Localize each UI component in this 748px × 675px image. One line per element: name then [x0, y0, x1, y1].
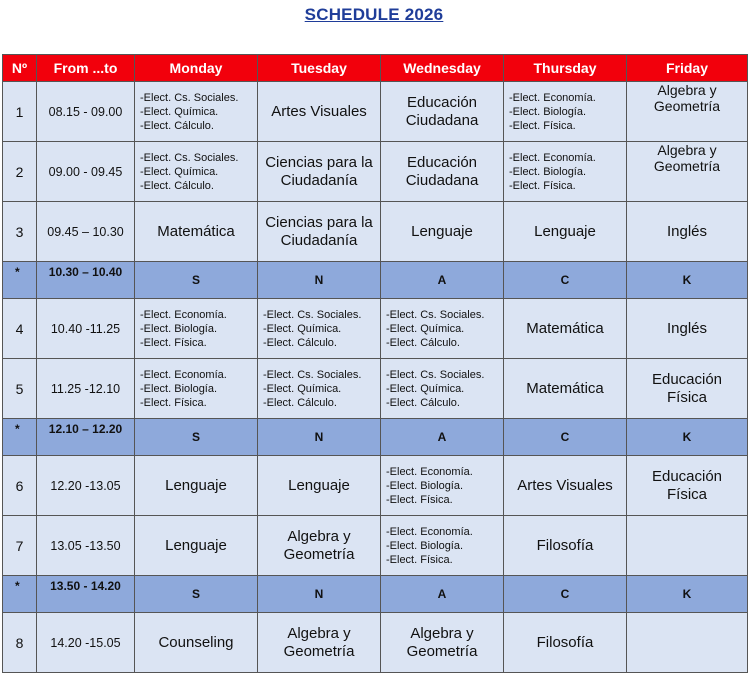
wednesday-cell — [381, 299, 504, 359]
subject-option: -Elect. Química. — [140, 165, 219, 178]
header-row — [3, 55, 748, 82]
subject-option: -Elect. Economía. — [386, 525, 473, 538]
friday-cell — [627, 359, 748, 419]
subject-name: Educación Física — [651, 467, 723, 503]
period-row — [3, 299, 748, 359]
break-letter: S — [135, 262, 258, 299]
subject-option: -Elect. Cs. Sociales. — [263, 368, 362, 381]
monday-cell — [135, 142, 258, 202]
row-number: 7 — [3, 516, 37, 576]
wednesday-cell — [381, 359, 504, 419]
header-friday: Friday — [627, 55, 748, 82]
row-number: 2 — [3, 142, 37, 202]
monday-cell — [135, 613, 258, 673]
subject-option: -Elect. Cálculo. — [386, 336, 460, 349]
row-number: 1 — [3, 82, 37, 142]
subject-name: Ciencias para la Ciudadanía — [265, 153, 373, 189]
subject-name: Lenguaje — [534, 222, 596, 240]
period-row — [3, 613, 748, 673]
friday-cell — [627, 299, 748, 359]
header-number: Nº — [3, 55, 37, 82]
header-thursday: Thursday — [504, 55, 627, 82]
subject-option: -Elect. Economía. — [386, 465, 473, 478]
subject-name: Lenguaje — [165, 476, 227, 494]
header-monday: Monday — [135, 55, 258, 82]
monday-cell — [135, 456, 258, 516]
subject-name: Ciencias para la Ciudadanía — [265, 213, 373, 249]
subject-option: -Elect. Física. — [386, 553, 453, 566]
time-range: 13.50 - 14.20 — [37, 576, 135, 613]
time-range: 12.20 -13.05 — [37, 456, 135, 516]
tuesday-cell — [258, 456, 381, 516]
subject-option: -Elect. Economía. — [509, 151, 596, 164]
subject-name: Algebra y Geometría — [653, 82, 721, 114]
subject-name: Educación Ciudadana — [405, 93, 479, 129]
row-number: 8 — [3, 613, 37, 673]
time-range: 14.20 -15.05 — [37, 613, 135, 673]
subject-option: -Elect. Cálculo. — [140, 119, 214, 132]
subject-name: Algebra y Geometría — [406, 624, 478, 660]
break-letter: K — [627, 419, 748, 456]
subject-name: Lenguaje — [411, 222, 473, 240]
thursday-cell — [504, 516, 627, 576]
time-range: 09.45 – 10.30 — [37, 202, 135, 262]
subject-option: -Elect. Economía. — [509, 91, 596, 104]
period-row — [3, 82, 748, 142]
subject-option: -Elect. Química. — [386, 322, 465, 335]
wednesday-cell — [381, 142, 504, 202]
tuesday-cell — [258, 82, 381, 142]
subject-name: Filosofía — [536, 633, 594, 651]
subject-option: -Elect. Economía. — [140, 308, 227, 321]
row-number: 3 — [3, 202, 37, 262]
break-letter: K — [627, 576, 748, 613]
subject-option: -Elect. Física. — [509, 119, 576, 132]
subject-option: -Elect. Química. — [263, 322, 342, 335]
subject-name: Educación Física — [651, 370, 723, 406]
row-number: 6 — [3, 456, 37, 516]
subject-option: -Elect. Cálculo. — [386, 396, 460, 409]
subject-option: -Elect. Química. — [140, 105, 219, 118]
subject-name: Inglés — [666, 319, 708, 337]
thursday-cell — [504, 456, 627, 516]
page-title: SCHEDULE 2026 — [304, 5, 444, 24]
subject-option: -Elect. Física. — [140, 336, 207, 349]
break-letter: C — [504, 262, 627, 299]
friday-cell — [627, 613, 748, 673]
tuesday-cell — [258, 613, 381, 673]
break-letter: A — [381, 576, 504, 613]
break-row — [3, 576, 748, 613]
time-range: 13.05 -13.50 — [37, 516, 135, 576]
subject-option: -Elect. Cs. Sociales. — [140, 151, 239, 164]
subject-option: -Elect. Biología. — [509, 105, 587, 118]
subject-name: Algebra y Geometría — [653, 142, 721, 174]
wednesday-cell — [381, 516, 504, 576]
schedule-body — [3, 82, 748, 673]
period-row — [3, 142, 748, 202]
break-letter: C — [504, 576, 627, 613]
period-row — [3, 359, 748, 419]
period-row — [3, 456, 748, 516]
break-letter: N — [258, 576, 381, 613]
tuesday-cell — [258, 299, 381, 359]
thursday-cell — [504, 359, 627, 419]
period-row — [3, 516, 748, 576]
break-letter: K — [627, 262, 748, 299]
tuesday-cell — [258, 202, 381, 262]
subject-option: -Elect. Biología. — [140, 322, 218, 335]
subject-option: -Elect. Cálculo. — [140, 179, 214, 192]
break-letter: C — [504, 419, 627, 456]
subject-option: -Elect. Cálculo. — [263, 396, 337, 409]
subject-option: -Elect. Física. — [509, 179, 576, 192]
break-letter: A — [381, 419, 504, 456]
subject-option: -Elect. Cálculo. — [263, 336, 337, 349]
break-row — [3, 262, 748, 299]
break-row — [3, 419, 748, 456]
time-range: 11.25 -12.10 — [37, 359, 135, 419]
row-number: * — [3, 262, 37, 299]
break-letter: A — [381, 262, 504, 299]
friday-cell — [627, 516, 748, 576]
subject-option: -Elect. Física. — [140, 396, 207, 409]
monday-cell — [135, 299, 258, 359]
time-range: 12.10 – 12.20 — [37, 419, 135, 456]
row-number: 5 — [3, 359, 37, 419]
time-range: 10.40 -11.25 — [37, 299, 135, 359]
thursday-cell — [504, 82, 627, 142]
subject-name: Matemática — [157, 222, 235, 240]
friday-cell — [627, 202, 748, 262]
row-number: * — [3, 419, 37, 456]
break-letter: S — [135, 576, 258, 613]
subject-name: Matemática — [526, 379, 604, 397]
subject-name: Algebra y Geometría — [283, 527, 355, 563]
subject-option: -Elect. Cs. Sociales. — [386, 308, 485, 321]
monday-cell — [135, 359, 258, 419]
monday-cell — [135, 82, 258, 142]
thursday-cell — [504, 202, 627, 262]
thursday-cell — [504, 613, 627, 673]
break-letter: N — [258, 419, 381, 456]
row-number: * — [3, 576, 37, 613]
subject-option: -Elect. Biología. — [386, 539, 464, 552]
subject-option: -Elect. Química. — [386, 382, 465, 395]
friday-cell — [627, 142, 748, 202]
schedule-table — [2, 54, 748, 673]
time-range: 09.00 - 09.45 — [37, 142, 135, 202]
time-range: 08.15 - 09.00 — [37, 82, 135, 142]
subject-name: Lenguaje — [165, 536, 227, 554]
subject-option: -Elect. Biología. — [386, 479, 464, 492]
subject-option: -Elect. Economía. — [140, 368, 227, 381]
thursday-cell — [504, 142, 627, 202]
tuesday-cell — [258, 516, 381, 576]
wednesday-cell — [381, 613, 504, 673]
subject-name: Algebra y Geometría — [283, 624, 355, 660]
subject-name: Lenguaje — [288, 476, 350, 494]
subject-option: -Elect. Biología. — [509, 165, 587, 178]
monday-cell — [135, 516, 258, 576]
break-letter: N — [258, 262, 381, 299]
break-letter: S — [135, 419, 258, 456]
subject-option: -Elect. Cs. Sociales. — [263, 308, 362, 321]
wednesday-cell — [381, 82, 504, 142]
subject-option: -Elect. Cs. Sociales. — [386, 368, 485, 381]
row-number: 4 — [3, 299, 37, 359]
wednesday-cell — [381, 202, 504, 262]
wednesday-cell — [381, 456, 504, 516]
tuesday-cell — [258, 142, 381, 202]
friday-cell — [627, 456, 748, 516]
header-wednesday: Wednesday — [381, 55, 504, 82]
subject-name: Educación Ciudadana — [405, 153, 479, 189]
time-range: 10.30 – 10.40 — [37, 262, 135, 299]
subject-option: -Elect. Cs. Sociales. — [140, 91, 239, 104]
subject-name: Matemática — [526, 319, 604, 337]
header-tuesday: Tuesday — [258, 55, 381, 82]
subject-name: Counseling — [158, 633, 234, 651]
monday-cell — [135, 202, 258, 262]
subject-name: Inglés — [666, 222, 708, 240]
subject-name: Filosofía — [536, 536, 594, 554]
thursday-cell — [504, 299, 627, 359]
subject-name: Artes Visuales — [517, 476, 613, 494]
subject-option: -Elect. Química. — [263, 382, 342, 395]
subject-name: Artes Visuales — [271, 102, 367, 120]
friday-cell — [627, 82, 748, 142]
subject-option: -Elect. Física. — [386, 493, 453, 506]
subject-option: -Elect. Biología. — [140, 382, 218, 395]
tuesday-cell — [258, 359, 381, 419]
header-time: From ...to — [37, 55, 135, 82]
period-row — [3, 202, 748, 262]
